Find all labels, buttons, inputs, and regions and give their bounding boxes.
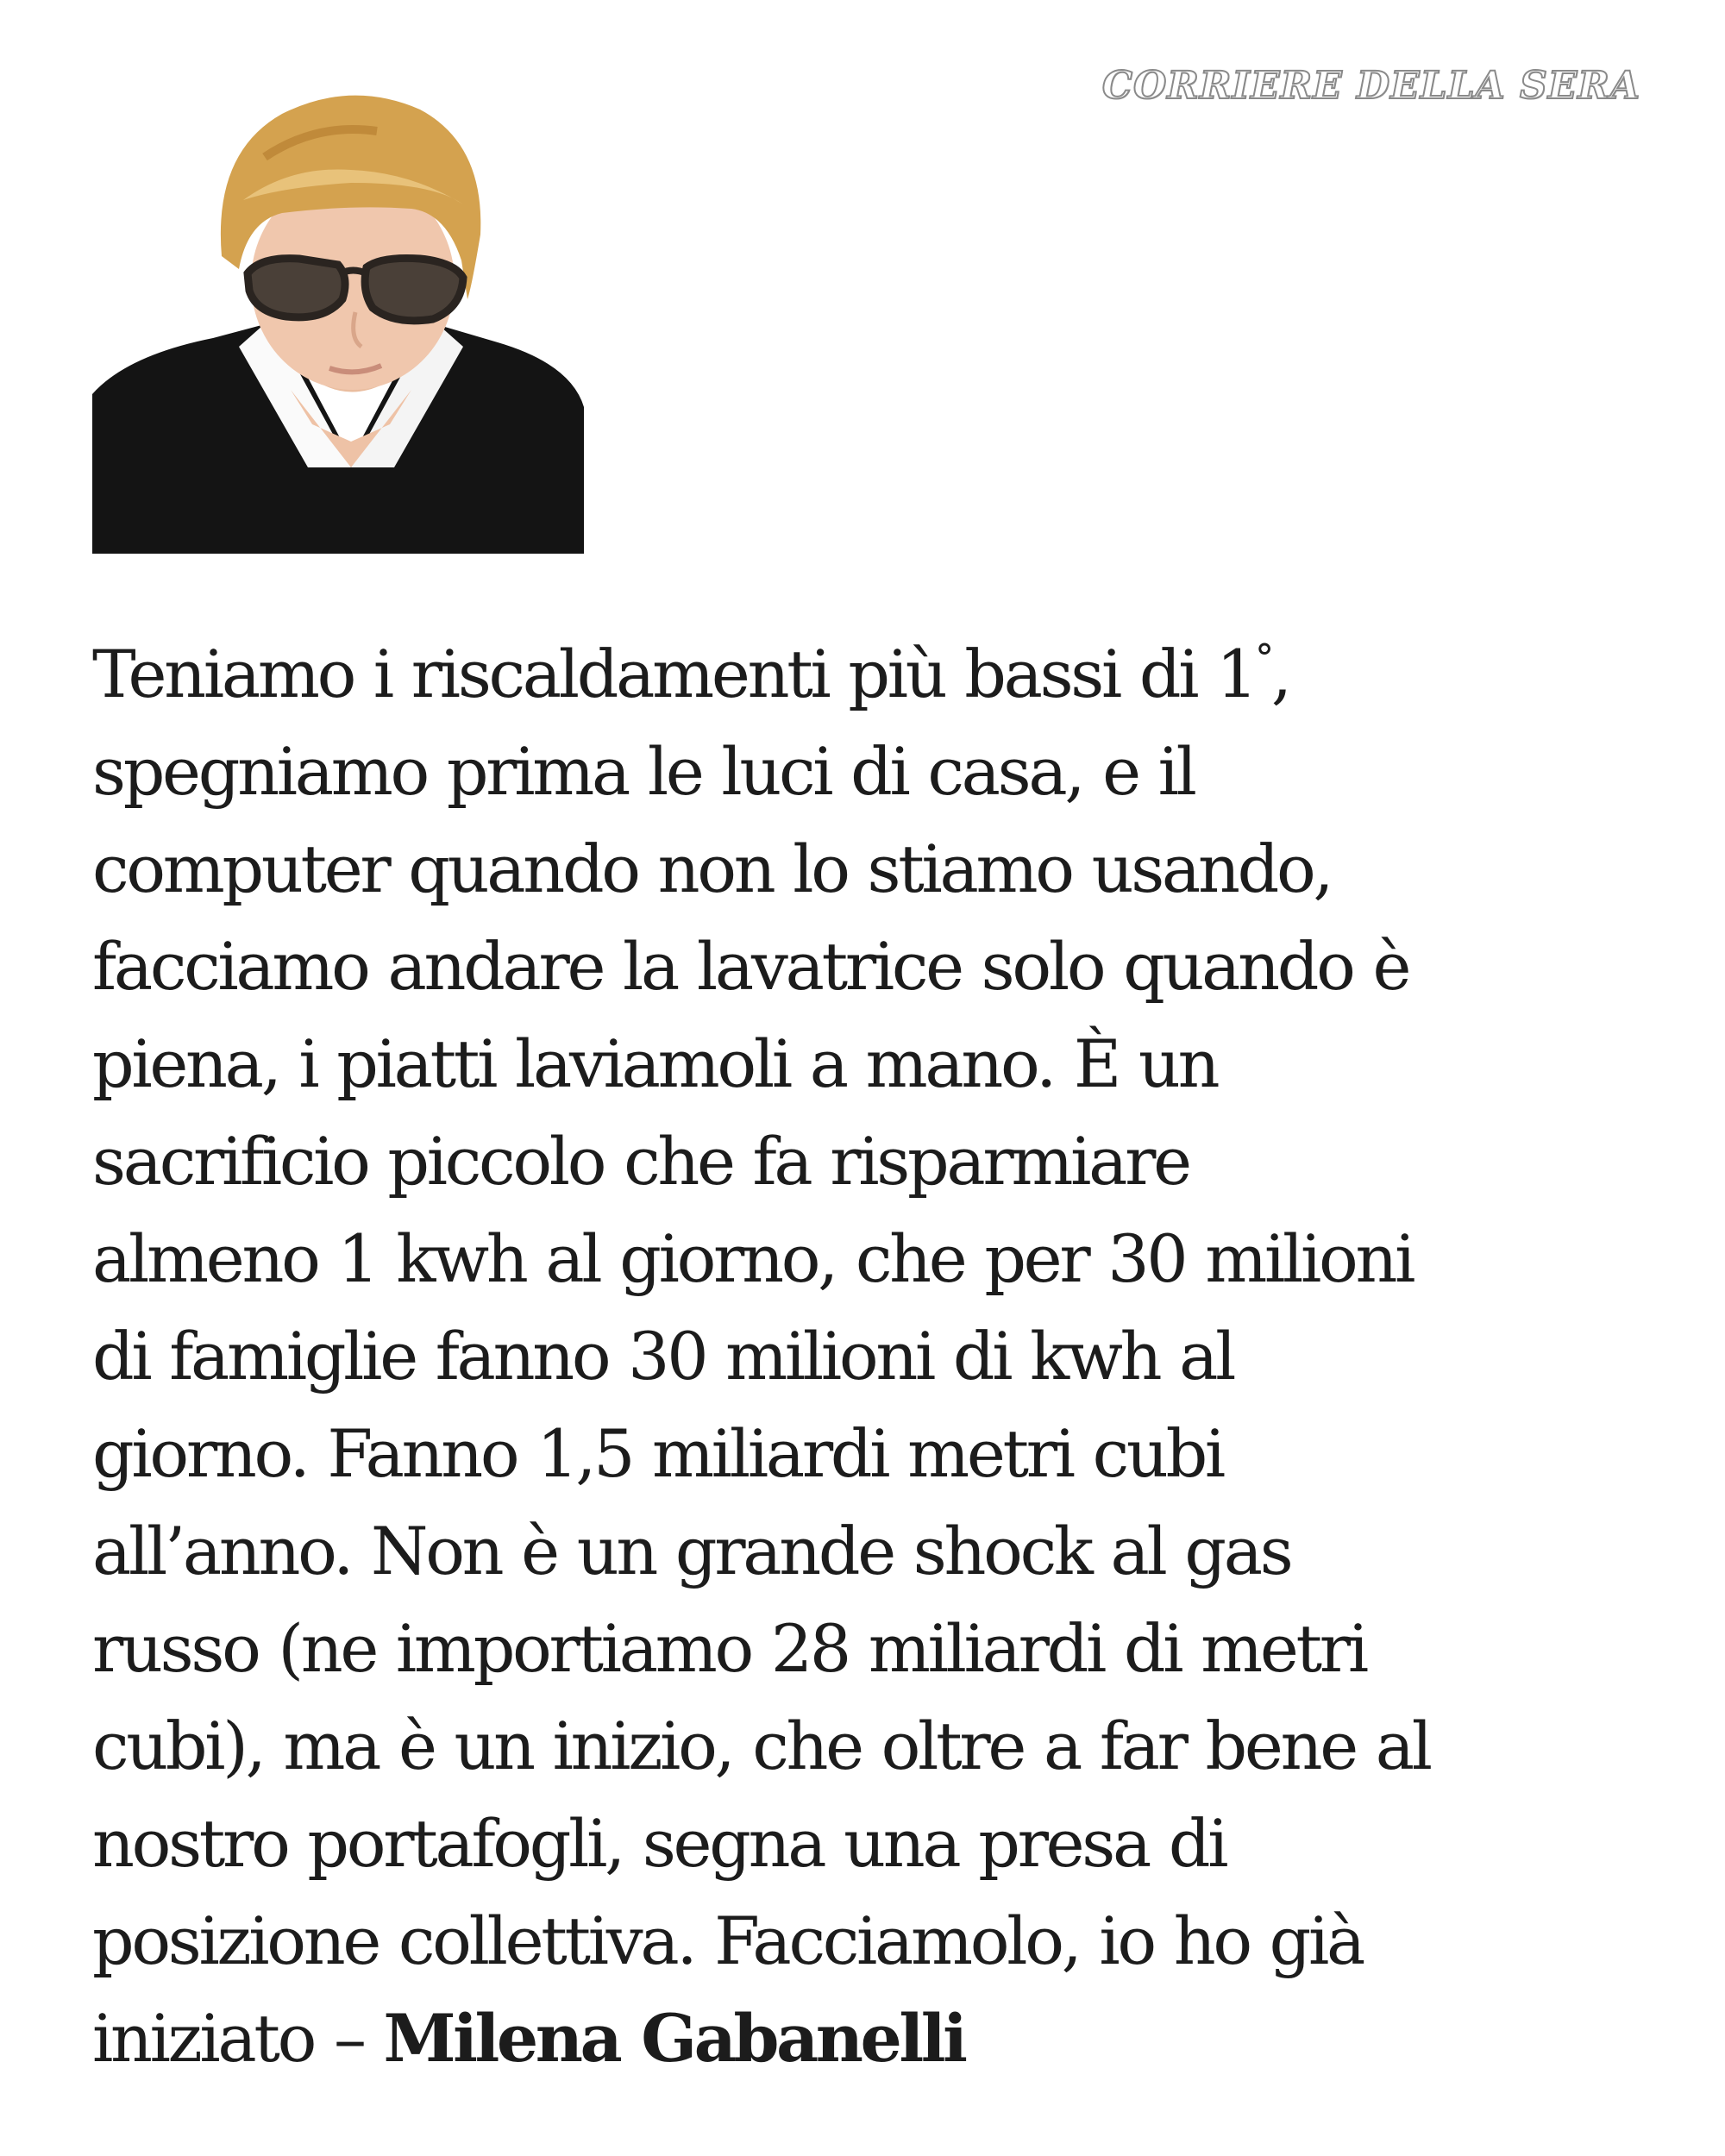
quote-line-text: iniziato – — [92, 2000, 384, 2077]
quote-line: sacrificio piccolo che fa risparmiare — [92, 1123, 1189, 1200]
author-portrait-photo-icon — [92, 62, 584, 554]
quote-line-end: , — [1270, 636, 1289, 712]
quote-line: cubi), ma è un inizio, che oltre a far bene al — [92, 1708, 1430, 1784]
quote-line: posizione collettiva. Facciamolo, io ho già — [92, 1902, 1364, 1979]
quote-line — [92, 625, 1645, 723]
quote-text — [92, 625, 1645, 2087]
quote-line: spegniamo prima le luci di casa, e il — [92, 733, 1195, 810]
quote-line: computer quando non lo stiamo usando, — [92, 830, 1332, 907]
quote-line-text: Teniamo i riscaldamenti più bassi di 1 — [92, 636, 1256, 712]
quote-line: almeno 1 kwh al giorno, che per 30 milioni — [92, 1220, 1414, 1297]
masthead-name: CORRIERE DELLA SERA — [1101, 64, 1640, 108]
quote-line: facciamo andare la lavatrice solo quando è — [92, 928, 1409, 1005]
quote-line: russo (ne importiamo 28 miliardi di metri — [92, 1610, 1366, 1687]
quote-line: piena, i piatti laviamoli a mano. È un — [92, 1025, 1218, 1102]
quote-line: all’anno. Non è un grande shock al gas — [92, 1513, 1291, 1589]
quote-line — [92, 1990, 1645, 2087]
quote-line: giorno. Fanno 1,5 miliardi metri cubi — [92, 1415, 1223, 1492]
quote-line: nostro portafogli, segna una presa di — [92, 1805, 1226, 1882]
author-portrait — [92, 62, 584, 554]
degree-mark: ° — [1255, 636, 1271, 680]
author-name: Milena Gabanelli — [383, 2000, 965, 2077]
masthead-logo — [1102, 64, 1640, 108]
quote-line: di famiglie fanno 30 milioni di kwh al — [92, 1318, 1234, 1395]
